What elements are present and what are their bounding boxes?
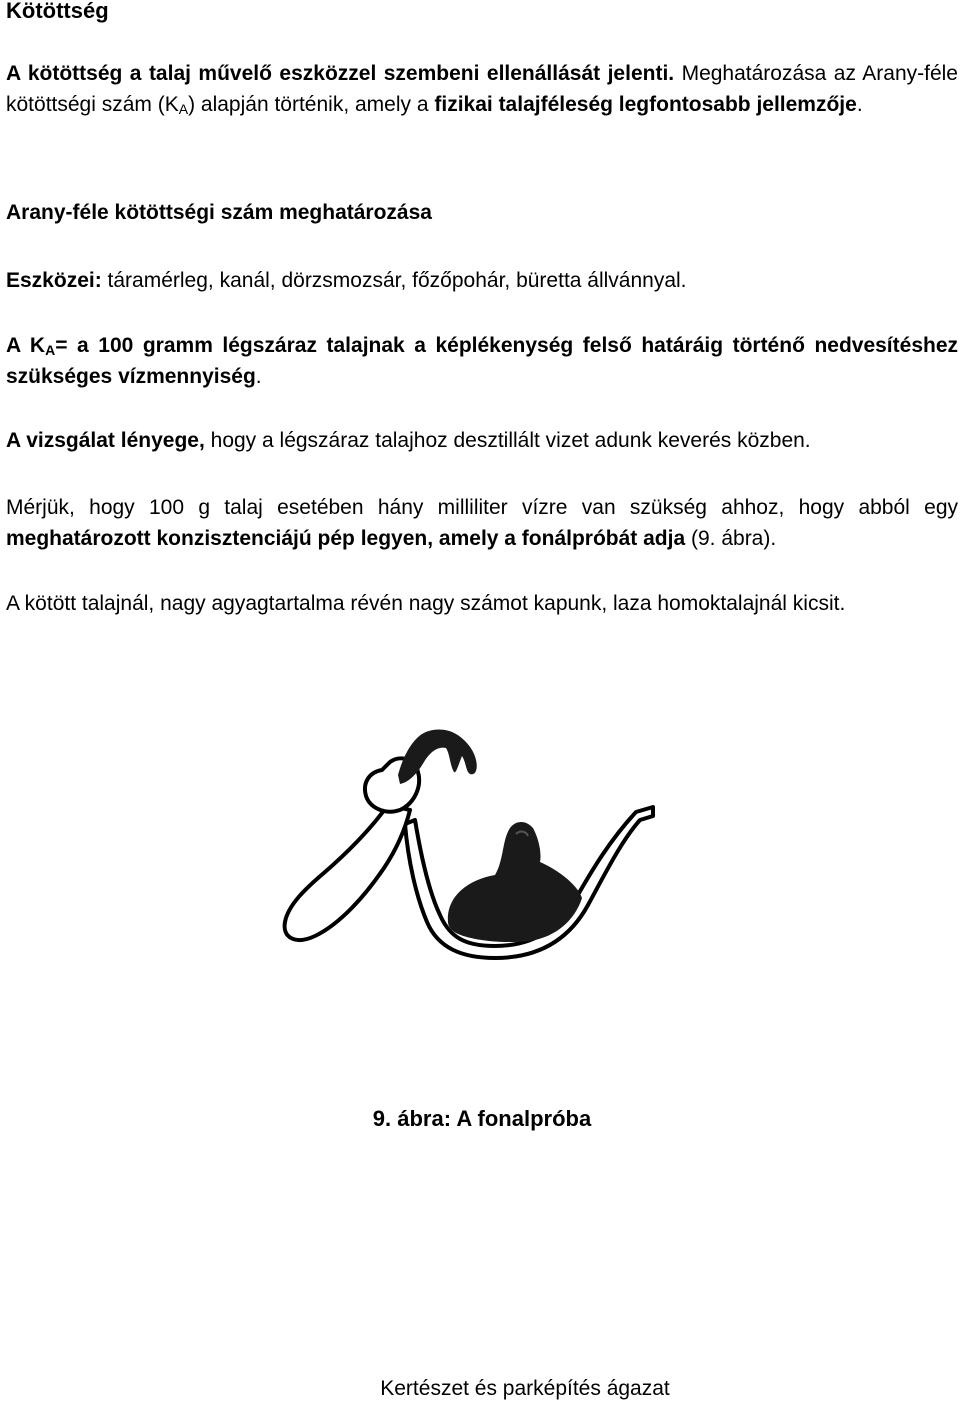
ka-definition-subscript: A — [45, 342, 56, 358]
page-footer: Kertészet és parképítés ágazat — [380, 1377, 670, 1400]
measure-text-1: Mérjük, hogy 100 g talaj esetében hány milliliter vízre van szükség ahhoz, hogy abból egy — [6, 496, 958, 519]
essence-text: hogy a légszáraz talajhoz desztillált vizet adunk keverés közben. — [204, 429, 811, 452]
soil-thread-on-spoon — [398, 730, 477, 785]
intro-text-1: Meghatározása az Arany-féle kötöttségi szám (K — [6, 62, 958, 116]
ka-definition-period: . — [255, 365, 262, 388]
intro-bold-definition: A kötöttség a talaj művelő eszközzel szembeni ellenállását jelenti. — [6, 62, 675, 85]
figure-caption: 9. ábra: A fonalpróba — [372, 1106, 592, 1131]
measure-bold: meghatározott konzisztenciájú pép legyen, amely a fonálpróbát adja — [6, 527, 686, 550]
ka-definition-bold-2: = a 100 gramm légszáraz talajnak a képlékenység felső határáig történő nedvesítéshez szükséges vízmennyiség — [6, 334, 959, 388]
ka-definition-bold-1: A K — [6, 334, 46, 357]
measure-paragraph — [6, 492, 958, 554]
ka-definition-paragraph — [6, 330, 958, 392]
essence-paragraph — [6, 425, 958, 456]
essence-label: A vizsgálat lényege, — [6, 429, 205, 452]
intro-text-3: . — [856, 93, 863, 116]
tools-label: Eszközei: — [6, 269, 102, 292]
spoon-handle — [285, 805, 410, 940]
tools-paragraph — [6, 265, 958, 296]
intro-paragraph — [6, 58, 958, 120]
intro-subscript: A — [178, 101, 189, 117]
thread-test-illustration — [270, 700, 660, 970]
soil-paste-pile — [448, 822, 582, 942]
subheading: Arany-féle kötöttségi szám meghatározása — [6, 201, 432, 224]
tools-text: táramérleg, kanál, dörzsmozsár, főzőpohár, büretta állvánnyal. — [101, 269, 687, 292]
conclusion-paragraph: A kötött talajnál, nagy agyagtartalma révén nagy számot kapunk, laza homoktalajnál kicsit. — [6, 592, 846, 615]
intro-text-2: ) alapján történik, amely a — [188, 93, 435, 116]
measure-text-2: (9. ábra). — [685, 527, 777, 550]
intro-bold-soil-type: fizikai talajféleség legfontosabb jellemzője — [434, 93, 857, 116]
section-heading: Kötöttség — [6, 0, 109, 23]
